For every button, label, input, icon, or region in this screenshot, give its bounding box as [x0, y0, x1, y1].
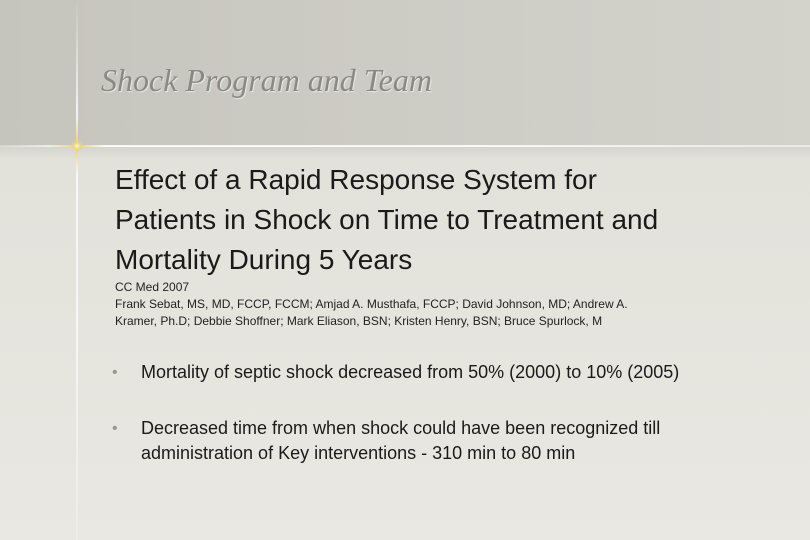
bullet-text: Mortality of septic shock decreased from 50% (2000) to 10% (2005): [141, 362, 680, 382]
vertical-divider: [76, 0, 78, 540]
citation-authors-line: Kramer, Ph.D; Debbie Shoffner; Mark Eliason, BSN; Kristen Henry, BSN; Bruce Spurlock, M: [115, 314, 603, 328]
bullet-text: Decreased time from when shock could have been recognized till: [141, 418, 661, 438]
heading-line: Effect of a Rapid Response System for: [115, 164, 597, 195]
bullet-text: administration of Key interventions - 310 min to 80 min: [141, 443, 576, 463]
horizontal-divider: [0, 145, 810, 147]
citation-authors-line: Frank Sebat, MS, MD, FCCP, FCCM; Amjad A. Musthafa, FCCP; David Johnson, MD; Andrew A.: [115, 297, 628, 311]
citation: [115, 279, 755, 330]
slide-title: Shock Program and Team: [101, 62, 432, 98]
bullet-item: [112, 416, 772, 466]
citation-journal: CC Med 2007: [115, 280, 190, 294]
heading-line: Mortality During 5 Years: [115, 244, 413, 275]
bullet-icon: •: [112, 364, 118, 381]
heading-line: Patients in Shock on Time to Treatment and: [115, 204, 659, 235]
bullet-list: [112, 360, 772, 466]
bullet-item: [112, 360, 772, 385]
bullet-icon: •: [112, 420, 118, 437]
article-heading: [115, 160, 755, 280]
